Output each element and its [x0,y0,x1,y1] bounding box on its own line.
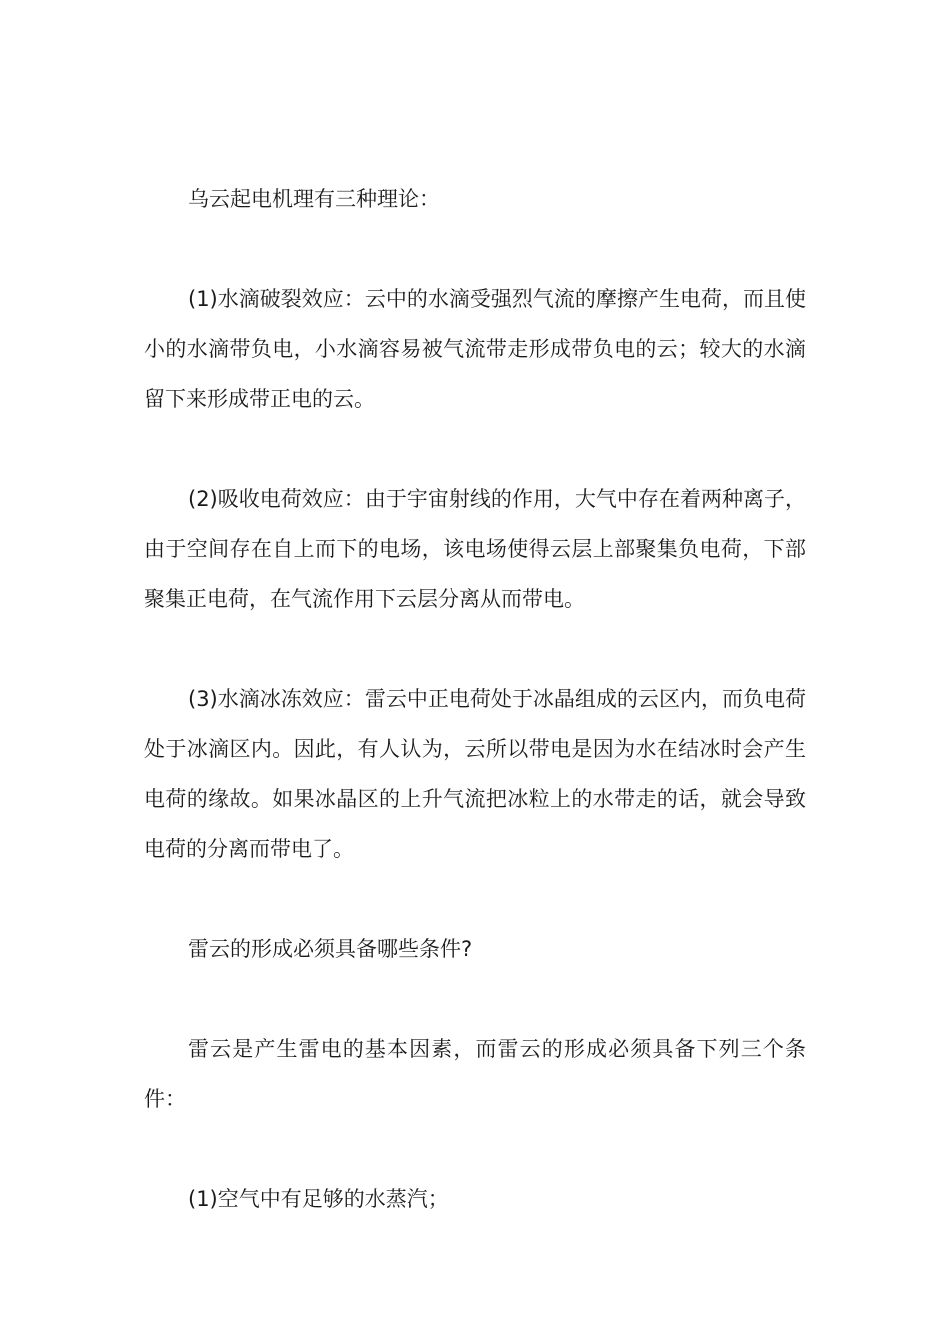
paragraph-theory-3: (3)水滴冰冻效应：雷云中正电荷处于冰晶组成的云区内，而负电荷处于冰滴区内。因此，有人认为，云所以带电是因为水在结冰时会产生电荷的缘故。如果冰晶区的上升气流把冰粒上的水带走的话，就会导致电荷的分离而带电了。 [144,687,806,861]
paragraph-intro: 乌云起电机理有三种理论： [188,187,440,211]
document-body [144,174,806,1274]
paragraph-condition-1: (1)空气中有足够的水蒸汽； [188,1187,449,1211]
paragraph-theory-2: (2)吸收电荷效应：由于宇宙射线的作用，大气中存在着两种离子，由于空间存在自上而下的电场，该电场使得云层上部聚集负电荷，下部聚集正电荷，在气流作用下云层分离从而带电。 [144,487,806,611]
paragraph-question: 雷云的形成必须具备哪些条件? [188,937,473,961]
paragraph-conditions-intro: 雷云是产生雷电的基本因素，而雷云的形成必须具备下列三个条件： [144,1037,806,1111]
paragraph-theory-1: (1)水滴破裂效应：云中的水滴受强烈气流的摩擦产生电荷，而且使小的水滴带负电，小水滴容易被气流带走形成带负电的云；较大的水滴留下来形成带正电的云。 [144,287,806,411]
